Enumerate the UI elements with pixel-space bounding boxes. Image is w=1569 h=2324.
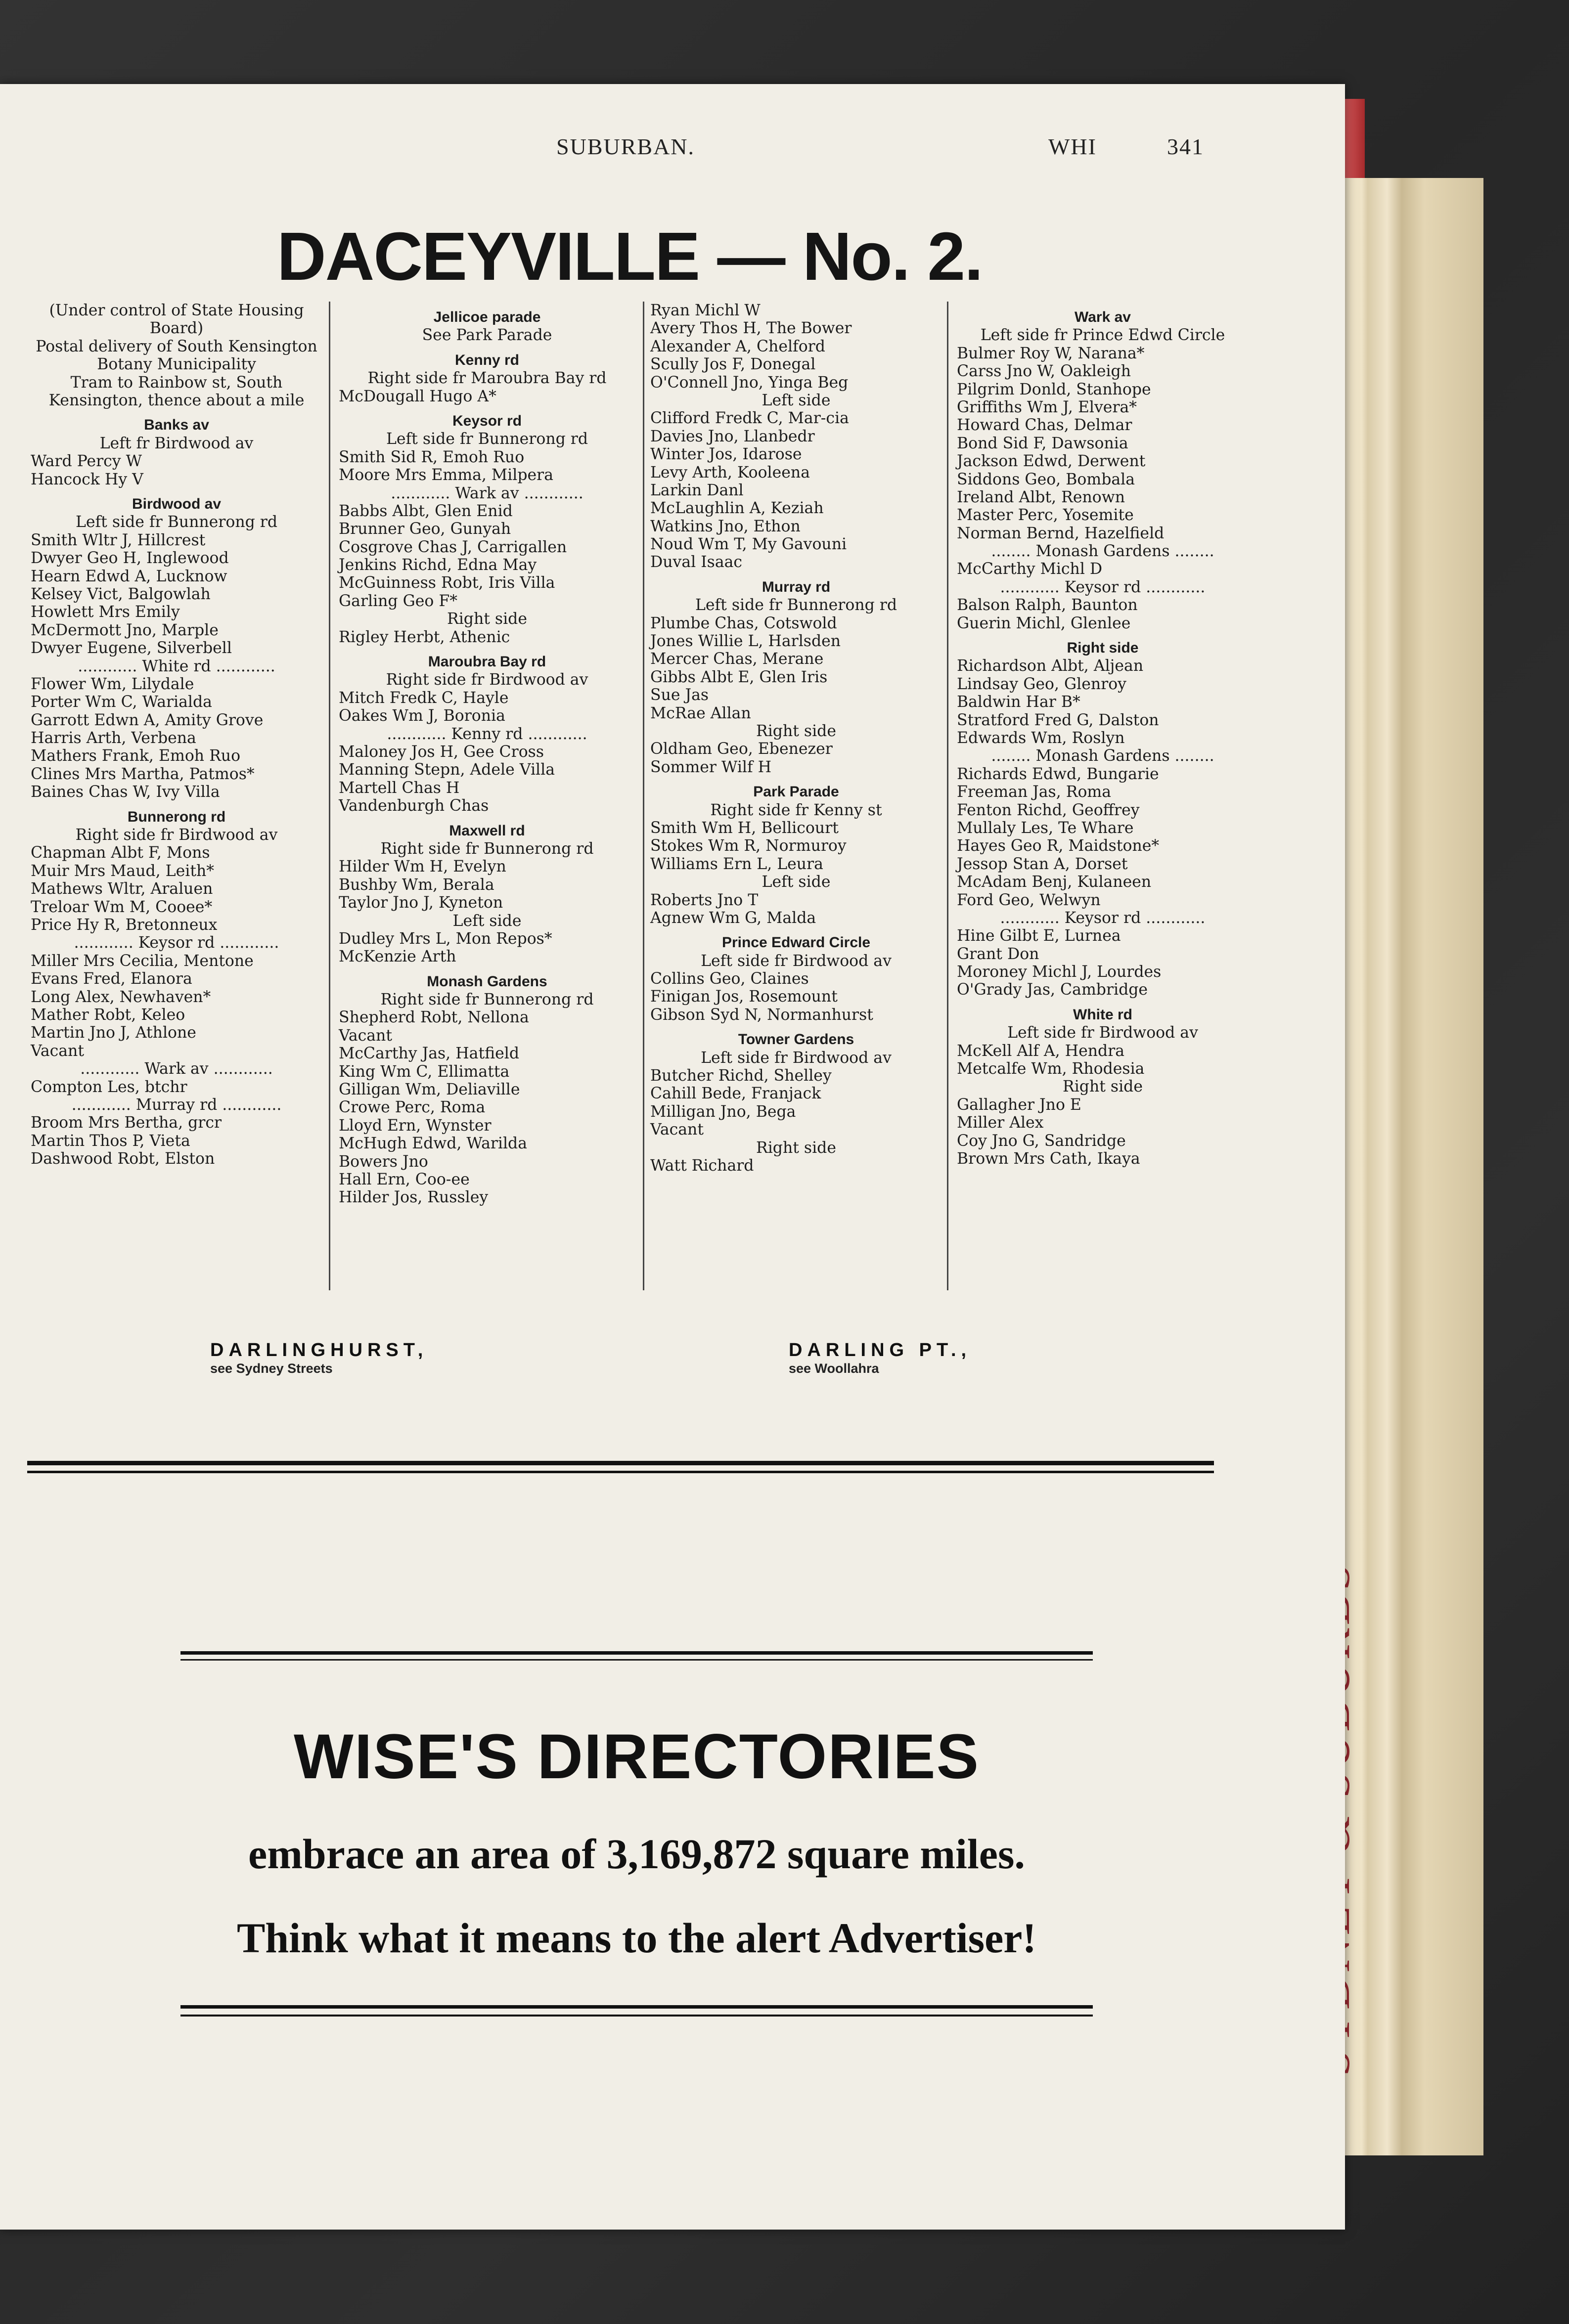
resident-entry: Garling Geo F*	[339, 592, 458, 610]
resident-entry: Gibson Syd N, Normanhurst	[650, 1006, 873, 1024]
street-heading: Right side	[1067, 640, 1139, 657]
street-side-note: Right side fr Birdwood av	[75, 826, 278, 844]
resident-entry: Vacant	[31, 1042, 85, 1060]
resident-entry: Bowers Jno	[339, 1152, 428, 1171]
resident-entry: Gilligan Wm, Deliaville	[339, 1081, 520, 1099]
resident-entry: Williams Ern L, Leura	[650, 855, 823, 873]
street-side-note: ............ White rd ............	[78, 657, 275, 675]
resident-entry: Miller Alex	[957, 1114, 1044, 1132]
resident-entry: Manning Stepn, Adele Villa	[339, 761, 555, 779]
resident-entry: McLaughlin A, Keziah	[650, 499, 824, 518]
resident-entry: Hall Ern, Coo-ee	[339, 1170, 470, 1188]
double-rule-top	[27, 1461, 1214, 1465]
street-heading: Murray rd	[762, 578, 831, 595]
resident-entry: Ward Percy W	[31, 452, 142, 471]
street-heading: Jellicoe parade	[433, 309, 541, 325]
xref-place: DARLINGHURST,	[210, 1340, 428, 1360]
resident-entry: Miller Mrs Cecilia, Mentone	[31, 952, 254, 970]
advertisement-line-1: embrace an area of 3,169,872 square miles.	[248, 1830, 1025, 1878]
column-4	[957, 302, 1249, 1168]
resident-entry: Agnew Wm G, Malda	[650, 909, 816, 927]
locality-note: Tram to Rainbow st, South Kensington, thence about a mile	[48, 373, 305, 410]
resident-entry: Jessop Stan A, Dorset	[957, 855, 1128, 873]
resident-entry: Richards Edwd, Bungarie	[957, 765, 1159, 783]
resident-entry: Alexander A, Chelford	[650, 337, 825, 355]
street-side-note: Right side	[1063, 1078, 1143, 1096]
street-heading: Monash Gardens	[427, 973, 547, 990]
street-heading: Park Parade	[753, 784, 839, 800]
street-side-note: Left side fr Birdwood av	[1007, 1024, 1198, 1042]
street-side-note: Left side fr Birdwood av	[701, 1049, 892, 1067]
running-head-guide: WHI	[1048, 134, 1097, 159]
resident-entry: Richardson Albt, Aljean	[957, 657, 1144, 675]
resident-entry: Vacant	[339, 1026, 393, 1045]
resident-entry: Long Alex, Newhaven*	[31, 988, 211, 1006]
street-side-note: Right side	[756, 1139, 836, 1157]
resident-entry: Finigan Jos, Rosemount	[650, 988, 838, 1006]
street-side-note: ............ Wark av ............	[391, 484, 583, 502]
resident-entry: Jenkins Richd, Edna May	[339, 556, 537, 574]
resident-entry: Dashwood Robt, Elston	[31, 1150, 215, 1168]
resident-entry: Sommer Wilf H	[650, 758, 772, 776]
resident-entry: Hearn Edwd A, Lucknow	[31, 567, 227, 585]
resident-entry: Baines Chas W, Ivy Villa	[31, 783, 220, 801]
street-side-note: Left side fr Prince Edwd Circle	[980, 326, 1225, 345]
street-heading: White rd	[1073, 1006, 1132, 1023]
resident-entry: McKell Alf A, Hendra	[957, 1042, 1125, 1060]
resident-entry: Brunner Geo, Gunyah	[339, 520, 511, 538]
resident-entry: Ireland Albt, Renown	[957, 488, 1125, 506]
resident-entry: Grant Don	[957, 945, 1039, 963]
locality-note: (Under control of State Housing Board)	[49, 302, 304, 338]
resident-entry: Smith Wltr J, Hillcrest	[31, 531, 206, 549]
resident-entry: Dudley Mrs L, Mon Repos*	[339, 929, 552, 948]
resident-entry: Sue Jas	[650, 686, 709, 704]
resident-entry: Scully Jos F, Donegal	[650, 355, 816, 374]
resident-entry: Treloar Wm M, Cooee*	[31, 898, 213, 916]
resident-entry: Balson Ralph, Baunton	[957, 596, 1138, 614]
column-3	[650, 302, 942, 1175]
resident-entry: Fenton Richd, Geoffrey	[957, 801, 1140, 819]
resident-entry: Muir Mrs Maud, Leith*	[31, 862, 215, 880]
resident-entry: Hine Gilbt E, Lurnea	[957, 927, 1121, 945]
resident-entry: Norman Bernd, Hazelfield	[957, 524, 1165, 542]
resident-entry: Cosgrove Chas J, Carrigallen	[339, 538, 567, 556]
resident-entry: McRae Allan	[650, 704, 751, 722]
resident-entry: Dwyer Eugene, Silverbell	[31, 639, 232, 658]
resident-entry: Clifford Fredk C, Mar-cia	[650, 409, 849, 428]
cross-reference	[789, 1340, 971, 1376]
resident-entry: Porter Wm C, Warialda	[31, 693, 212, 711]
resident-entry: Coy Jno G, Sandridge	[957, 1132, 1126, 1150]
resident-entry: Howard Chas, Delmar	[957, 416, 1132, 435]
resident-entry: Vacant	[650, 1121, 704, 1139]
resident-entry: Compton Les, btchr	[31, 1078, 187, 1096]
street-side-note: Right side fr Bunnerong rd	[380, 839, 594, 858]
resident-entry: Butcher Richd, Shelley	[650, 1067, 832, 1085]
resident-entry: Ford Geo, Welwyn	[957, 891, 1101, 909]
street-heading: Prince Edward Circle	[721, 934, 871, 951]
locality-note: Postal delivery of South Kensington	[36, 337, 317, 355]
resident-entry: Maloney Jos H, Gee Cross	[339, 743, 544, 761]
resident-entry: Price Hy R, Bretonneux	[31, 916, 218, 934]
resident-entry: Mercer Chas, Merane	[650, 650, 824, 668]
resident-entry: McCarthy Michl D	[957, 560, 1103, 578]
street-side-note: Right side fr Birdwood av	[386, 671, 588, 689]
street-side-note: ............ Kenny rd ............	[387, 725, 587, 743]
resident-entry: Smith Sid R, Emoh Ruo	[339, 448, 525, 466]
street-heading: Keysor rd	[452, 412, 522, 429]
resident-entry: Jackson Edwd, Derwent	[957, 452, 1146, 471]
resident-entry: Mathews Wltr, Araluen	[31, 880, 213, 898]
resident-entry: King Wm C, Ellimatta	[339, 1062, 510, 1081]
resident-entry: Mitch Fredk C, Hayle	[339, 689, 509, 707]
resident-entry: Griffiths Wm J, Elvera*	[957, 398, 1137, 416]
street-side-note: ........ Monash Gardens ........	[991, 542, 1214, 561]
street-heading: Birdwood av	[132, 496, 221, 512]
resident-entry: Baldwin Har B*	[957, 693, 1080, 711]
resident-entry: Moore Mrs Emma, Milpera	[339, 466, 553, 484]
resident-entry: Crowe Perc, Roma	[339, 1098, 486, 1117]
resident-entry: Freeman Jas, Roma	[957, 783, 1112, 801]
resident-entry: McCarthy Jas, Hatfield	[339, 1045, 519, 1063]
column-rule	[329, 302, 330, 1290]
street-side-note: Left fr Birdwood av	[99, 434, 254, 452]
resident-entry: Kelsey Vict, Balgowlah	[31, 585, 211, 603]
resident-entry: Mather Robt, Keleo	[31, 1006, 185, 1024]
resident-entry: Mathers Frank, Emoh Ruo	[31, 747, 241, 765]
street-side-note: Left side	[762, 391, 831, 409]
resident-entry: Flower Wm, Lilydale	[31, 675, 194, 693]
resident-entry: Guerin Michl, Glenlee	[957, 614, 1131, 632]
resident-entry: Winter Jos, Idarose	[650, 445, 802, 464]
column-2	[339, 302, 635, 1207]
resident-entry: McHugh Edwd, Warilda	[339, 1135, 527, 1153]
resident-entry: McGuinness Robt, Iris Villa	[339, 574, 555, 592]
resident-entry: Siddons Geo, Bombala	[957, 470, 1135, 488]
resident-entry: Howlett Mrs Emily	[31, 603, 180, 621]
resident-entry: Ryan Michl W	[650, 302, 761, 319]
resident-entry: Gallagher Jno E	[957, 1096, 1081, 1114]
resident-entry: Martin Thos P, Vieta	[31, 1132, 190, 1150]
street-heading: Towner Gardens	[738, 1031, 854, 1048]
resident-entry: Chapman Albt F, Mons	[31, 844, 210, 862]
resident-entry: Roberts Jno T	[650, 891, 759, 909]
resident-entry: Gibbs Albt E, Glen Iris	[650, 668, 828, 686]
column-rule	[947, 302, 948, 1290]
resident-entry: Hilder Jos, Russley	[339, 1188, 489, 1207]
resident-entry: McKenzie Arth	[339, 948, 456, 966]
resident-entry: Davies Jno, Llanbedr	[650, 427, 815, 445]
street-heading: Kenny rd	[454, 351, 520, 368]
resident-entry: Carss Jno W, Oakleigh	[957, 362, 1131, 381]
column-1	[31, 302, 322, 1168]
resident-entry: Babbs Albt, Glen Enid	[339, 502, 513, 520]
double-rule-bottom	[27, 1471, 1214, 1473]
resident-entry: Rigley Herbt, Athenic	[339, 628, 510, 646]
resident-entry: Larkin Danl	[650, 481, 744, 499]
street-side-note: Right side	[756, 722, 836, 740]
resident-entry: Hilder Wm H, Evelyn	[339, 858, 506, 876]
resident-entry: Cahill Bede, Franjack	[650, 1085, 821, 1103]
resident-entry: Plumbe Chas, Cotswold	[650, 614, 837, 632]
resident-entry: Clines Mrs Martha, Patmos*	[31, 765, 255, 783]
resident-entry: Brown Mrs Cath, Ikaya	[957, 1149, 1140, 1168]
resident-entry: Levy Arth, Kooleena	[650, 463, 810, 482]
resident-entry: Noud Wm T, My Gavouni	[650, 535, 847, 554]
resident-entry: Master Perc, Yosemite	[957, 506, 1134, 525]
resident-entry: McDermott Jno, Marple	[31, 621, 219, 639]
street-side-note: ............ Keysor rd ............	[1000, 578, 1206, 596]
resident-entry: Garrott Edwn A, Amity Grove	[31, 711, 264, 729]
street-heading: Maxwell rd	[449, 822, 525, 839]
resident-entry: Hayes Geo R, Maidstone*	[957, 837, 1160, 855]
xref-see: see Woollahra	[789, 1361, 879, 1376]
resident-entry: Mullaly Les, Te Whare	[957, 819, 1134, 837]
resident-entry: Bulmer Roy W, Narana*	[957, 344, 1145, 362]
resident-entry: Evans Fred, Elanora	[31, 970, 192, 988]
street-heading: Maroubra Bay rd	[428, 654, 546, 670]
street-side-note: See Park Parade	[422, 326, 552, 345]
resident-entry: Taylor Jno J, Kyneton	[339, 894, 503, 912]
street-side-note: Left side fr Birdwood av	[701, 952, 892, 970]
street-side-note: ............ Keysor rd ............	[1000, 909, 1206, 927]
running-head-section: SUBURBAN.	[556, 134, 695, 159]
street-side-note: Right side fr Kenny st	[710, 801, 882, 819]
street-heading: Wark av	[1075, 309, 1131, 325]
ad-rule-bottom-thin	[180, 2015, 1093, 2017]
resident-entry: Harris Arth, Verbena	[31, 729, 196, 747]
resident-entry: O'Connell Jno, Yinga Beg	[650, 373, 849, 392]
ad-rule-top-thin	[180, 1659, 1093, 1661]
street-side-note: ............ Murray rd ............	[71, 1096, 282, 1114]
advertisement-title: WISE'S DIRECTORIES	[294, 1721, 980, 1792]
resident-entry: Broom Mrs Bertha, grcr	[31, 1114, 222, 1132]
street-side-note: Left side	[762, 873, 831, 891]
resident-entry: Milligan Jno, Bega	[650, 1102, 796, 1121]
street-side-note: Right side fr Maroubra Bay rd	[367, 369, 607, 388]
street-side-note: ............ Keysor rd ............	[74, 934, 279, 952]
page-title: DACEYVILLE — No. 2.	[277, 219, 983, 295]
advertisement-line-2: Think what it means to the alert Advertiser!	[236, 1914, 1037, 1962]
resident-entry: Duval Isaac	[650, 553, 743, 571]
resident-entry: Collins Geo, Claines	[650, 970, 809, 988]
street-side-note: ............ Wark av ............	[80, 1060, 273, 1078]
resident-entry: McDougall Hugo A*	[339, 387, 496, 405]
resident-entry: Jones Willie L, Harlsden	[650, 632, 841, 651]
street-heading: Bunnerong rd	[127, 808, 226, 825]
resident-entry: Shepherd Robt, Nellona	[339, 1009, 529, 1027]
cross-reference	[210, 1340, 428, 1376]
resident-entry: Watkins Jno, Ethon	[650, 517, 801, 535]
resident-entry: Vandenburgh Chas	[339, 797, 489, 815]
resident-entry: Stokes Wm R, Normuroy	[650, 837, 847, 855]
ad-rule-bottom	[180, 2005, 1093, 2009]
locality-note: Botany Municipality	[97, 355, 256, 374]
street-side-note: Left side	[452, 912, 522, 930]
resident-entry: Bushby Wm, Berala	[339, 876, 494, 894]
xref-see: see Sydney Streets	[210, 1361, 333, 1376]
resident-entry: Oldham Geo, Ebenezer	[650, 740, 833, 758]
resident-entry: McAdam Benj, Kulaneen	[957, 873, 1152, 891]
resident-entry: Avery Thos H, The Bower	[650, 319, 852, 338]
street-side-note: ........ Monash Gardens ........	[991, 747, 1214, 765]
resident-entry: Stratford Fred G, Dalston	[957, 711, 1159, 729]
column-rule	[643, 302, 644, 1290]
resident-entry: Dwyer Geo H, Inglewood	[31, 549, 229, 568]
resident-entry: Bond Sid F, Dawsonia	[957, 434, 1128, 452]
street-side-note: Left side fr Bunnerong rd	[386, 430, 588, 448]
resident-entry: Metcalfe Wm, Rhodesia	[957, 1060, 1145, 1078]
resident-entry: Oakes Wm J, Boronia	[339, 707, 505, 725]
resident-entry: O'Grady Jas, Cambridge	[957, 981, 1148, 999]
resident-entry: Pilgrim Donld, Stanhope	[957, 380, 1151, 398]
resident-entry: Lindsay Geo, Glenroy	[957, 675, 1126, 693]
street-side-note: Left side fr Bunnerong rd	[75, 513, 278, 531]
ad-rule-top	[180, 1651, 1093, 1655]
resident-entry: Edwards Wm, Roslyn	[957, 729, 1125, 747]
street-side-note: Right side fr Bunnerong rd	[380, 991, 594, 1009]
resident-entry: Watt Richard	[650, 1156, 754, 1175]
resident-entry: Martin Jno J, Athlone	[31, 1024, 196, 1042]
resident-entry: Hancock Hy V	[31, 470, 143, 488]
resident-entry: Lloyd Ern, Wynster	[339, 1116, 492, 1135]
street-heading: Banks av	[144, 417, 209, 434]
xref-place: DARLING PT.,	[789, 1340, 972, 1360]
page-number: 341	[1167, 134, 1204, 159]
resident-entry: Martell Chas H	[339, 779, 460, 797]
street-side-note: Right side	[447, 610, 527, 628]
resident-entry: Smith Wm H, Bellicourt	[650, 819, 839, 837]
street-side-note: Left side fr Bunnerong rd	[695, 596, 897, 614]
resident-entry: Moroney Michl J, Lourdes	[957, 963, 1162, 981]
